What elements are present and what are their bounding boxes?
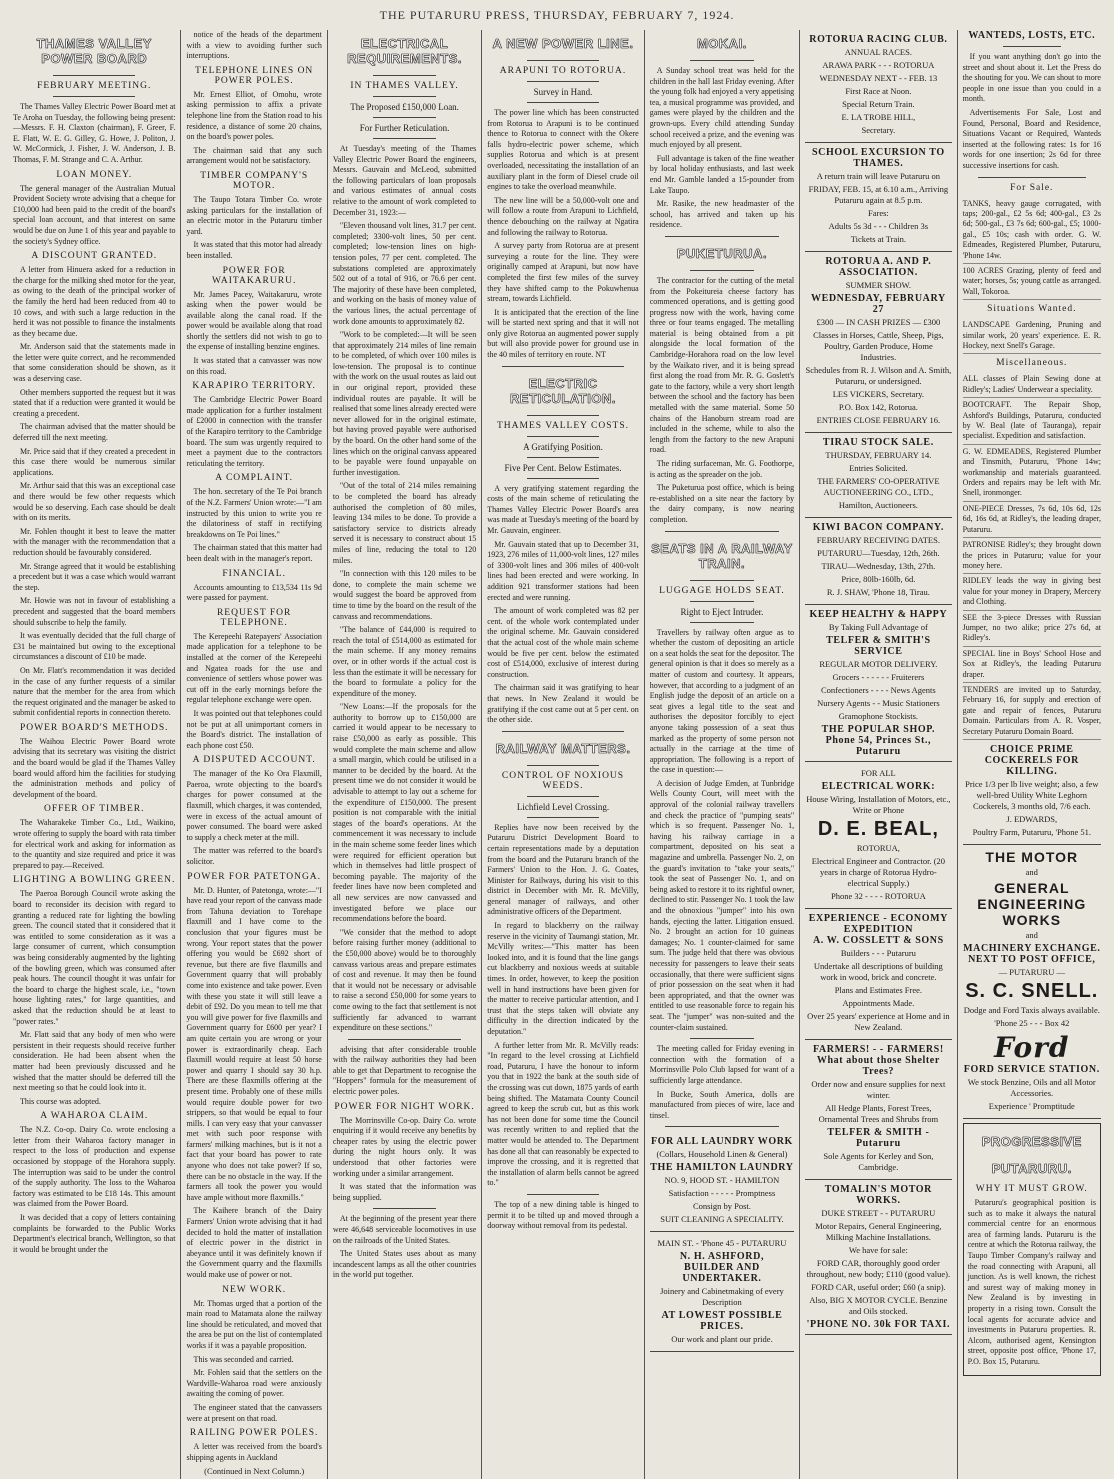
ad-shelter-trees <box>805 1040 951 1180</box>
paragraph: The new line will be a 50,000-volt one and will follow a route from Arapuni to Lichfield, thence debouching on the railway at Ngatira and following the railway to Rotorua. <box>487 195 639 237</box>
ad-line: Our work and plant our pride. <box>671 1334 773 1345</box>
paragraph: advising that after considerable trouble with the railway authorities they had been able to get that Department to recognise the "Hoppers" formula for the measurement of electric power poles. <box>332 1044 477 1097</box>
ad-rotorua-racing <box>805 30 951 143</box>
paragraph: The chairman said that any such arrangement would not be satisfactory. <box>186 145 322 166</box>
deck: For Further Reticulation. <box>359 123 450 133</box>
paragraph: It was stated that a canvasser was now on this road. <box>186 356 322 376</box>
headline: ELECTRICAL REQUIREMENTS. <box>347 36 462 66</box>
paragraph: A Sunday school treat was held for the children in the hall last Friday evening. After the young folk had enjoyed a very appetising tea, a musical programme was provided, and games were played by the children and the grown-ups. Every child attending Sunday school received a prize, and the evening was much enjoyed by all present. <box>649 66 795 150</box>
ad-line: Adults 5s 3d - - - Children 3s <box>828 221 929 231</box>
ad-line: J. EDWARDS, <box>1006 814 1058 824</box>
divider <box>502 366 623 367</box>
ad-line: MAIN ST. - 'Phone 45 - PUTARURU <box>657 1238 787 1249</box>
ad-line: E. LA TROBE HILL, <box>841 112 916 122</box>
ad-line: First Race at Noon. <box>845 86 912 96</box>
paragraph: The contractor for the cutting of the metal from the Pokeitureia cheese factory has commenced operations, and is getting good progress now with the work, having come three or four teams engaged. The metalling material is being obtained from a pit alongside the local formation of the Cambridge-Horahora road on the low level by the Waikato river, and it is being spread first along the road from Mr. R. G. Goslett's gate to the factory, while a very short length between the school and the factory has been metalled with the same material. Some 50 chains of the Hanoburn stream road are included in the scheme, while to also the length from the factory to the new Arapuni road. <box>649 275 795 455</box>
ad-title: ROTORUA A. AND P. ASSOCIATION. <box>825 256 932 278</box>
paragraph: A survey party from Rotorua are at present surveying a route for the line. They were originally camped at Arapuni, but now have completed the first few miles of the survey they have shifted camp to the Pokuwhenua stream, towards Lichfield. <box>487 241 639 304</box>
divider <box>373 75 436 76</box>
deck: The Proposed £150,000 Loan. <box>350 102 459 112</box>
paragraph: At Tuesday's meeting of the Thames Valley Electric Power Board the engineers, Messrs. Gauvain and McLeod, submitted the following particulars of loan proposals and various estimates of annual costs relative to the amount of work completed to December 31, 1923:— <box>332 144 477 217</box>
ad-line: SUMMER SHOW. <box>845 280 912 290</box>
divider <box>665 1126 779 1127</box>
divider <box>690 270 754 271</box>
ad-title: FOR ALL LAUNDRY WORK <box>650 1136 793 1148</box>
classified-item: ALL classes of Plain Sewing done at Ridley's; Ladies' Underwear a speciality. <box>963 372 1101 398</box>
ad-line: Joinery and Cabinetmaking of every Description <box>660 1286 784 1308</box>
paragraph: Replies have now been received by the Putaruru District Development Board to certain representations made by a deputation from the board and the Putaruru branch of the Farmers' Union to the Hon. J. G. Coates, Minister for Railways, during his visit to this district in December with Mr. R. McVilly, general manager of railways, and other administrative officers of the Department. <box>487 822 639 917</box>
ad-ashford <box>650 1232 794 1352</box>
ad-snell <box>963 845 1101 1119</box>
divider <box>53 96 135 97</box>
ad-line: Fares: <box>867 208 889 218</box>
classified-item: TANKS, heavy gauge corrugated, with taps; 200-gal., £2 5s 6d; 400-gal., £3 2s 6d; 500-gal., £3 7s 6d; 600-gal., £5; 1000-gal., £5 10s; cash with order. G. W. Edmeades, Registered Plumber, Putaruru, 'Phone 14w. <box>963 197 1101 264</box>
ad-line: Gramophone Stockists. <box>838 711 919 721</box>
ad-line: THE FARMERS' CO-OPERATIVE AUCTIONEERING CO., LTD., <box>817 476 940 497</box>
subheading: FINANCIAL. <box>222 568 286 579</box>
ad-line: 'Phone 25 - - - Box 42 <box>994 1018 1070 1028</box>
ad-title: TIRAU STOCK SALE. <box>822 437 934 448</box>
ad-title: TOMALIN'S MOTOR WORKS. <box>824 1184 932 1206</box>
ad-line: FRIDAY, FEB. 15, at 6.10 a.m., Arriving Putaruru again at 8.5 p.m. <box>808 184 949 205</box>
paragraph: notice of the heads of the department with a view to avoiding further such interruptions. <box>186 30 322 61</box>
ad-line: Sole Agents for Kerley and Son, Cambridge. <box>823 1151 934 1172</box>
paragraph: "Work to be completed:—It will be seen that approximately 214 miles of line remain to be completed, of which over 100 miles is low-tension. The proposal is to continue with the work on the usual routes as laid out in our original report, provided these individual routes are payable. It will be realised that some lines already erected were never allowed for in the original estimate, but having proved payable were authorised by the board. On the other hand some of the lines which on the original canvass appeared to be payable were found unpayable on further investigation. <box>332 330 477 477</box>
ad-title: FARMERS! - - FARMERS! <box>812 1044 944 1055</box>
ad-line: WEDNESDAY NEXT - - FEB. 13 <box>819 73 938 83</box>
ad-line: LES VICKERS, Secretary. <box>832 389 925 399</box>
paragraph: The Kaihere branch of the Dairy Farmers' Union wrote advising that it had decided to hold the matter of installation of electric power in the district in abeyance until it was definitely known if the Government quarry and the flaxmills would make use of power or not. <box>186 1206 322 1279</box>
headline: PUKETURUA. <box>676 245 768 261</box>
ad-line: Builders - - - Putaruru <box>840 948 916 958</box>
ad-line: Satisfaction - - - - - Promptness <box>668 1188 776 1199</box>
ad-name: S. C. SNELL. <box>965 980 1099 1002</box>
ad-title: GENERAL ENGINEERING WORKS <box>977 880 1087 928</box>
subheading: WHY IT MUST GROW. <box>975 1184 1088 1194</box>
ad-title: 'PHONE NO. 30k FOR TAXI. <box>806 1319 951 1330</box>
subheading: Miscellaneous. <box>996 358 1068 369</box>
subheading: A WAHAROA CLAIM. <box>40 1111 149 1122</box>
ad-line: FEBRUARY RECEIVING DATES. <box>816 535 940 545</box>
subheading: A COMPLAINT. <box>215 473 294 484</box>
paragraph: Mr. Fohlen said that the settlers on the Wardville-Waharoa road were anxiously awaiting the coming of power. <box>186 1368 322 1399</box>
ad-line: THURSDAY, FEBRUARY 14. <box>825 450 932 460</box>
divider <box>373 96 436 97</box>
classified-item: G. W. EDMEADES, Registered Plumber and Tinsmith, Putaruru, 'Phone 14w; workmanship and materials guaranteed. Orders and repairs may be left with Mr. Snell, ironmonger. <box>963 445 1101 502</box>
ad-telfer-smith <box>805 605 951 762</box>
paragraph: The amount of work completed was 82 per cent. of the whole work contemplated under the original scheme. Mr. Gauvain considered that the actual cost of the whole main scheme would be five per cent. below the estimated cost of £514,000, exclusive of interest during construction. <box>487 606 639 679</box>
subheading: Situations Wanted. <box>987 304 1077 315</box>
divider <box>502 731 623 732</box>
subheading: For Sale. <box>1010 182 1054 193</box>
paragraph: The Kerepeehi Ratepayers' Association made application for a telephone to be installed at the corner of the Kerepeehi and Ngatea roads for the use and convenience of settlers whose power was cut off in the early mornings before the regular telephone exchange were open. <box>186 631 322 705</box>
ad-cosslett <box>805 909 951 1040</box>
subheading: TIMBER COMPANY'S MOTOR. <box>200 170 309 191</box>
paragraph: The riding surfaceman, Mr. G. Foothorpe, is acting as the spreader on the job. <box>649 459 795 479</box>
paragraph: The matter was referred to the board's solicitor. <box>186 846 322 867</box>
ad-school-excursion <box>805 143 951 252</box>
ad-title: THE POPULAR SHOP. <box>821 724 936 735</box>
ad-line: Tickets at Train. <box>850 234 906 244</box>
paragraph: Mr. Rasike, the new headmaster of the school, has arrived and taken up his residence. <box>649 199 795 230</box>
paragraph: The manager of the Ko Ora Flaxmill, Paeroa, wrote objecting to the board's charges for power consumed at the flaxmill, which charges, it was contended, were in excess of the actual amount of power consumed. The board were asked to supply a check meter at the mill. <box>186 769 322 842</box>
ad-title: ELECTRICAL WORK: <box>821 781 936 792</box>
column-2 <box>181 30 327 1479</box>
ad-line: By Taking Full Advantage of <box>828 622 928 632</box>
subheading: ARAPUNI TO ROTORUA. <box>499 66 627 76</box>
divider <box>373 138 436 139</box>
classified-item: RIDLEY leads the way in giving best value for your money in Drapery, Mercery and Clothing. <box>963 574 1101 610</box>
divider <box>527 415 598 416</box>
ad-beal <box>805 762 951 909</box>
headline: PUTARURU. <box>991 1161 1072 1176</box>
ad-hamilton-laundry <box>650 1132 794 1232</box>
paragraph: "Out of the total of 214 miles remaining to be completed the board has already authorised the completion of 80 miles, leaving 134 miles to be done. To provide a satisfactory service to districts already served it is necessary to construct about 15 miles of line, reducing the total to 120 miles. <box>332 481 477 565</box>
deck: Five Per Cent. Below Estimates. <box>504 462 622 473</box>
headline: MOKAI. <box>696 36 747 51</box>
column-5 <box>645 30 800 1479</box>
paragraph: Mr. James Pacey, Waitakaruru, wrote asking when the power would be available along the canal road. If the power would be available along that road shortly the settlers did not wish to go to the expense of installing benzine engines. <box>186 289 322 352</box>
paragraph: The chairman stated that this matter had been dealt with in the manager's report. <box>186 543 322 563</box>
paragraph: The Puketurua post office, which is being re-established on a site near the factory by the dairy company, is now nearing completion. <box>649 483 795 524</box>
ad-line: Grocers - - - - - - Fruiterers <box>832 672 925 682</box>
subheading: REQUEST FOR TELEPHONE. <box>216 607 292 628</box>
subheading: A DISPUTED ACCOUNT. <box>192 755 316 766</box>
paragraph: "In connection with this 120 miles to be done, to complete the main scheme we would suggest the board be approved from time to time by the board on the result of the canvass and recommendations. <box>332 569 477 621</box>
ad-title: What about those Shelter Trees? <box>816 1055 940 1077</box>
paragraph: It was stated that the information was being supplied. <box>332 1182 477 1202</box>
ad-line: Price, 80lb-160lb, 6d. <box>841 574 916 584</box>
ad-line: We have for sale: <box>848 1245 908 1255</box>
divider <box>690 601 754 602</box>
divider <box>348 1039 461 1040</box>
paragraph: "The balance of £44,000 is required to reach the total of £514,000 as estimated for the main scheme. If any money remains over, or in other words if the actual cost is less than the estimate it will be necessary for the board to formulate a policy for the expenditure of the money. <box>332 625 477 698</box>
divider <box>527 796 598 797</box>
divider <box>373 1208 436 1209</box>
ad-title: CHOICE PRIME COCKERELS FOR KILLING. <box>984 744 1079 777</box>
divider <box>527 60 598 61</box>
ad-line: R. J. SHAW, 'Phone 18, Tirau. <box>826 587 930 597</box>
divider <box>665 531 779 532</box>
paragraph: A letter from Hinuera asked for a reduction in the charge for the milking shed motor for the year, as owing to the death of the principal worker of the family the herd had been reduced from 40 to 10 cows, and with such a large reduction in the herd it was not possible to finance the instalments as they became due. <box>13 265 176 338</box>
paragraph: Putaruru's geographical position is such as to make it always the natural commercial centre for an enormous area of farming lands. Putaruru is the centre at which the Rotorua railway, the Taupo Timber Company's railway and the road connecting with Arapuni, all junction. As is well known, the richest and surest way of making money in New Zealand is by investing in property in a rising town. Consult the local agents for accurate advice and investments in Putaruru properties. R. Alcorn, authorised agent, Kensington street, opposite post office, 'Phone 17, P.O. Box 15, Putaruru. <box>967 1198 1096 1366</box>
paragraph: The hon. secretary of the Te Poi branch of the N.Z. Farmers' Union wrote:—"I am instructed by this union to write you re the dilatoriness of staff in rectifying breakdowns on Te Poi lines." <box>186 487 322 539</box>
divider <box>527 765 598 766</box>
paragraph: The Waihou Electric Power Board wrote advising that its secretary was visiting the district and the board would be glad if the Thames Valley board would afford him the facilities for studying the administration methods and policy of development of the board. <box>13 736 176 799</box>
ad-line: Over 25 years' experience at Home and in New Zealand. <box>807 1011 950 1032</box>
paragraph: It is anticipated that the erection of the line will be started next spring and that it will not only give Rotorua an augmented power supply but will also provide power for ground use in the 40 miles of territory en route. NT <box>487 307 639 360</box>
ad-line: A return train will leave Putaruru on <box>816 171 940 181</box>
ad-kiwi-bacon <box>805 518 951 605</box>
ad-line: Motor Repairs, General Engineering, Milking Machine Installations. <box>815 1221 942 1242</box>
ad-title: WANTEDS, LOSTS, ETC. <box>968 30 1096 41</box>
paragraph: A decision of Judge Emden, at Tunbridge Wells County Court, will meet with the approval of the colonial railway travellers and check the practice of "pumping seats" which is so frequent. Passenger No. 1, having his railway carriage in a compartment, deposited on his seat a magazine and umbrella. Passenger No. 2, on the guard's invitation to "take your seats," took the seat of Passenger No. 1, and on being asked to restore it to its rightful owner, declined to stir. Passenger No. 1 took the law and the obnoxious "jumper" into his own hands, ejecting the latter. Litigation ensued. No. 2 brought an action for 10 guineas damages; No. 1 counter-claimed for same sum. The judge held that there was obvious necessity for passengers to leave their seats occasionally, that there were sufficient signs of prior possession on the seat when it had been appropriated, and that the owner was entitled to use reasonable force to regain his seat. The "jumper" was non-suited and the counter-claim sustained. <box>649 778 795 1032</box>
classified-item: SPECIAL line in Boys' School Hose and Sox at Ridley's, the leading Putaruru draper. <box>963 647 1101 683</box>
ad-line: SUIT CLEANING A SPECIALITY. <box>660 1214 784 1225</box>
ad-title: KIWI BACON COMPANY. <box>812 522 944 533</box>
paragraph: In regard to blackberry on the railway reserve in the vicinity of Taumangi station, Mr. McVilly writes:—"This matter has been looked into, and it is found that the line gangs cut blackberry and noxious weeds at suitable times. In order, however, to keep the position well in hand instructions have been given for the matter to receive particular attention, and I trust that the steps taken will obviate any difficulty in the direction indicated by the deputation." <box>487 921 639 1036</box>
divider <box>690 60 754 61</box>
paragraph: The Waharakeke Timber Co., Ltd., Waikino, wrote offering to supply the board with rata timber for electrical work and asking for information as to the quantity and size required and price it was prepared to pay.—Received. <box>13 818 176 870</box>
column-1 <box>8 30 181 1479</box>
classified-item: 100 ACRES Grazing, plenty of feed and water; horses, 5s; young cattle as arranged. Wall, Tokoroa. <box>963 264 1101 300</box>
ad-line: DUKE STREET - - PUTARURU <box>821 1208 936 1218</box>
ad-line: (Collars, Household Linen & General) <box>656 1149 788 1160</box>
classified-item: LANDSCAPE Gardening, Pruning and similar work, 20 years' experience. E. R. Hockey, next Snell's Garage. <box>963 318 1101 354</box>
ad-line: Electrical Engineer and Contractor. (20 years in charge of Rotorua Hydro-electrical Supply.) <box>811 856 946 888</box>
ad-line: Also, BIG X MOTOR CYCLE. Benzine and Oils stocked. <box>809 1295 948 1316</box>
subheading: CONTROL OF NOXIOUS WEEDS. <box>501 770 625 791</box>
ad-line: Undertake all descriptions of building work in wood, brick and concrete. <box>813 961 943 982</box>
ford-logo: Ford <box>994 1031 1070 1064</box>
paragraph: Mr. Thomas urged that a portion of the main road to Matamata alone the railway line should be reticulated, and moved that the area be put on the list of contemplated works if it was a payable proposition. <box>186 1298 322 1350</box>
deck: A Gratifying Position. <box>523 441 603 452</box>
paragraph: Mr. Howie was not in favour of establishing a precedent and suggested that the board members should subscribe to help the family. <box>13 596 176 627</box>
ad-line: ANNUAL RACES. <box>844 47 912 57</box>
ad-title: WEDNESDAY, FEBRUARY 27 <box>810 293 946 315</box>
subheading: KARAPIRO TERRITORY. <box>192 381 316 392</box>
paragraph: This course was adopted. <box>20 1096 101 1106</box>
divider <box>527 1194 598 1195</box>
paragraph: "Eleven thousand volt lines, 31.7 per cent. completed; 3300-volt lines, 50 per cent. completed; low-tension lines on high-tension poles, 77 per cent. completed. The substations completed are approximately 502 out of a total of 916, or 76.6 per cent. The majority of these have been completed, and working on the basis of money value of the various lines, the actual percentage of work done amounts to approximately 82. <box>332 221 477 326</box>
ad-line: ROTORUA, <box>856 843 900 853</box>
ad-title: THE MOTOR <box>985 849 1079 865</box>
divider <box>690 622 754 623</box>
subheading: LIGHTING A BOWLING GREEN. <box>13 875 176 886</box>
divider <box>527 457 598 458</box>
ad-progressive-putaruru <box>963 1123 1101 1376</box>
paragraph: It was eventually decided that the full charge of £31 be maintained but owing to the exceptional circumstances a discount of £10 be made. <box>13 631 176 662</box>
column-3 <box>328 30 482 1479</box>
ad-title: A. W. COSSLETT & SONS <box>812 935 944 946</box>
paragraph: At the beginning of the present year there were 46,648 serviceable locomotives in use on the railroads of the United States. <box>332 1214 477 1245</box>
ad-title: EXPEDITION <box>843 924 914 935</box>
classified-item: BOOTCRAFT. The Repair Shop, Ashford's Buildings, Putaruru, conducted by W. Beal (late of Tauranga), repair specialist. Expedition and satisfaction. <box>963 398 1101 445</box>
paragraph: Mr. Flatt said that any body of men who were persistent in their requests should receive further consideration. He had been absent when the matter had been previously discussed and he wished that the matter should be deferred till the next meeting so that he could look into it. <box>13 1030 176 1093</box>
paragraph: Travellers by railway often argue as to whether the custom of depositing an article on a seat holds the seat for the depositor. The general opinion is that it does so merely as a matter of custom and courtesy. It appears, however, that according to a judgment of an English judge the deposit of an article on a seat gives a legal title to the seat and authorises the depositor forcibly to eject anyone taking possession of a seat thus marked as the property of some person not actually in the carriage at the time of appropriation. The following is a report of the case in question:— <box>649 627 795 775</box>
paragraph: On Mr. Flatt's recommendation it was decided in the case of any further requests of a similar nature that the member for the area from which the request originated and the manager be asked to submit confidential reports in connection thereto. <box>13 665 176 718</box>
ad-line: NO. 9, HOOD ST. - HAMILTON <box>664 1175 780 1186</box>
paragraph: In Bucke, South America, dolls are manufactured from pieces of wire, lace and tinsel. <box>649 1089 795 1120</box>
ad-title: ROTORUA RACING CLUB. <box>809 34 948 45</box>
paragraph: Mr. Ernest Elliot, of Omohu, wrote asking permission to affix a private telephone line from the Station road to his residence, a distance of some 20 chains, on the board's power poles. <box>186 89 322 142</box>
subheading: RAILING POWER POLES. <box>189 1428 319 1439</box>
column-4 <box>482 30 644 1479</box>
ad-title: TELFER & SMITH'S SERVICE <box>826 635 931 657</box>
deck: Right to Eject Intruder. <box>680 606 764 617</box>
paragraph: The Morrinsville Co-op. Dairy Co. wrote enquiring if it would receive any benefits by cheaper rates by using the electric power during the night hours only. It was understood that other factories were working under a similar arrangement. <box>332 1115 477 1178</box>
ad-line: All Hedge Plants, Forest Trees, Ornamental Trees and Shrubs from <box>818 1103 939 1124</box>
ad-line: TIRAU—Wednesday, 13th, 27th. <box>821 561 936 571</box>
paragraph: Mr. D. Hunter, of Patetonga, wrote:—"I have read your report of the canvass made from Tahuna deviation to Torehape flaxmill and I have come to the conclusion that your figures must be wrong. Your report states that the power offering you would be £692 short of revenue, but there are five flaxmills and Government quarry that will probably come into existence and take power. Even with these you state it will still leave a debit of £92. Do you mean to tell me that you will give power for five flaxmills and Government quarry for £600 per year? I am quite certain you are wrong or your power is extraordinarily cheap. Each flaxmill would require at least 50 horse power and quarry I should say 30 h.p. There are these flaxmills offering at the present time. Probably one of these mills would require double power for two strippers, so that would be equal to four mills. I can very easy that your canvasser met with such poor response with farmers' milking machines, but is it not a fact that your board has power to rate anyone who does not take power? If so, there can be no obstacle in the way. If the farmers all took the power you would have ample without more flaxmills." <box>186 885 322 1202</box>
classified-item: SEE the 3-piece Dresses with Russian Jumper, no two alike; price 27s 6d, at Ridley's. <box>963 611 1101 647</box>
paragraph: Mr. Strange agreed that it would be establishing a precedent but it was a case which would warrant the step. <box>13 561 176 592</box>
headline: SEATS IN A RAILWAY TRAIN. <box>651 540 793 571</box>
divider <box>527 436 598 437</box>
paragraph: The chairman said it was gratifying to hear that news. In New Zealand it would be gratifying if the cost came out at 5 per cent. on the other side. <box>487 683 639 725</box>
subheading: POWER FOR PATETONGA. <box>187 871 322 882</box>
ad-line: FORD CAR, thoroughly good order throughout, new body; £110 (good value). <box>806 1258 951 1279</box>
classified-item: PATRONISE Ridley's; they brought down the prices in Putaruru; value for your money here. <box>963 538 1101 574</box>
ad-line: £300 — IN CASH PRIZES — £300 <box>816 317 941 327</box>
ad-line: P.O. Box 142, Rotorua. <box>838 402 918 412</box>
headline: RAILWAY MATTERS. <box>495 740 631 756</box>
ad-line: FORD CAR, useful order; £60 (a snip). <box>811 1282 946 1292</box>
paragraph: Mr. Arthur said that this was an exceptional case and there would be few other requests which would be so deserving. Each case should be dealt with on its merits. <box>13 481 176 523</box>
subheading: FEBRUARY MEETING. <box>37 81 152 91</box>
ad-line: FOR ALL <box>861 768 896 778</box>
paragraph: Mr. Anderson said that the statements made in the letter were quite correct, and he recommended that some consideration should be shown, as it was a deserving case. <box>13 342 176 384</box>
paragraph: A letter was received from the board's shipping agents in Auckland <box>186 1442 322 1462</box>
paragraph: Accounts amounting to £13,534 11s 9d were passed for payment. <box>186 582 322 603</box>
classified-item: ONE-PIECE Dresses, 7s 6d, 10s 6d, 12s 6d, 16s 6d, at Ridley's, the leading draper, Putaruru. <box>963 502 1101 538</box>
paragraph: Advertisements For Sale, Lost and Found, Personal, Board and Residence, Situations Vacant or Required, Wanteds inserted at the following rates: 1s for 16 words for one insertion; 2s 6d for three successive insertions for cash. <box>962 107 1101 170</box>
ad-line: Experience ' Promptitude <box>988 1101 1075 1111</box>
ad-line: REGULAR MOTOR DELIVERY. <box>819 659 938 669</box>
deck: Survey in Hand. <box>533 87 593 97</box>
paragraph: Full advantage is taken of the fine weather by local holiday enthusiasts, and last week end Mr. Gamble landed a 15-pounder from Lake Taupo. <box>649 153 795 195</box>
ad-line: Entries Solicited. <box>849 463 908 473</box>
ad-line: Special Return Train. <box>842 99 915 109</box>
ad-line: Schedules from R. J. Wilson and A. Smith, Putaruru, or undersigned. <box>805 365 952 386</box>
ad-line: Appointments Made. <box>842 998 915 1008</box>
ad-tomalin <box>805 1180 951 1335</box>
deck: Lichfield Level Crossing. <box>516 801 610 812</box>
subheading: POWER FOR NIGHT WORK. <box>334 1101 475 1112</box>
ad-line: — PUTARURU — <box>998 967 1065 977</box>
paragraph: If you want anything don't go into the street and shout about it. Let the Press do the shouting for you. We can shout to more people in one issue than you could in a month. <box>962 52 1101 104</box>
headline: A NEW POWER LINE. <box>492 36 634 51</box>
paragraph: The chairman advised that the matter should be deferred till the next meeting. <box>13 422 176 443</box>
paragraph: A further letter from Mr. R. McVilly reads: "In regard to the level crossing at Lichfield road, Putaruru, I have the honour to inform you that in 1922 the bank at the south side of the crossing was cut down, 1875 yards of earth being shifted. The Matamata County Council agreed to keep the scrub cut, but as this work has not been done for some time the Council was recently written to and replied that the matter would be attended to. The Department has done all that can reasonably be expected to improve the crossing, and it is regretted that the installation of alarm bells cannot be agreed to." <box>487 1040 639 1188</box>
paragraph: The top of a new dining table is hinged to permit it to be tilted up and moved through a doorway without removal from its pedestal. <box>487 1199 639 1231</box>
subheading: THAMES VALLEY COSTS. <box>497 420 629 431</box>
paragraph: Other members supported the request but it was stated that if a reduction were granted it would be creating a precedent. <box>13 387 176 418</box>
ad-line: We stock Benzine, Oils and all Motor Accessories. <box>967 1077 1096 1098</box>
divider <box>373 117 436 118</box>
paragraph: Mr. Price said that if they created a precedent in this case there would be numerous similar applications. <box>13 446 176 477</box>
headline: THAMES VALLEY POWER BOARD <box>36 36 152 66</box>
paragraph: The N.Z. Co-op. Dairy Co. wrote enclosing a letter from their Waharoa factory manager in respect to the loss of production and expense occasioned by stoppage of the Horahora supply. The interruption was said to be under the control of the supply authority. The loss to the Waharoa factory was estimated to be £18 14s. This amount was claimed from the Power Board. <box>13 1125 176 1209</box>
ad-line: ARAWA PARK - - - ROTORUA <box>822 60 935 70</box>
paragraph: A very gratifying statement regarding the costs of the main scheme of reticulating the Thames Valley Electric Power Board's area was made at Tuesday's meeting of the board by Mr. Gauvain, engineer. <box>487 483 639 536</box>
subheading: IN THAMES VALLEY. <box>350 81 459 91</box>
ad-line: Poultry Farm, Putaruru, 'Phone 51. <box>972 827 1091 837</box>
subheading: POWER BOARD'S METHODS. <box>19 722 169 733</box>
ad-cockerels <box>963 740 1101 845</box>
ad-line: Dodge and Ford Taxis always available. <box>963 1005 1100 1015</box>
paragraph: The Cambridge Electric Power Board made application for a further instalment of £2000 in connection with the transfer of the Karapiro territory to the Cambridge board. The sum was urgently required to meet a payment due to the contractors reticulating the territory. <box>186 395 322 468</box>
ad-line: Classes in Horses, Cattle, Sheep, Pigs, Poultry, Garden Produce, Home Industries. <box>813 330 944 362</box>
ad-title: FORD SERVICE STATION. <box>963 1064 1100 1075</box>
divider <box>978 177 1086 178</box>
divider <box>690 580 754 581</box>
ad-rotorua-show <box>805 252 951 433</box>
ad-line: and <box>1025 930 1038 940</box>
ad-line: Hamilton, Auctioneers. <box>838 500 918 510</box>
continued-note: (Continued in Next Column.) <box>204 1466 305 1477</box>
ad-title: EXPERIENCE - ECONOMY <box>808 913 948 924</box>
paragraph: The United States uses about as many incandescent lamps as all the other countries in the world put together. <box>332 1249 477 1280</box>
divider <box>665 236 779 237</box>
classified-item: TENDERS are invited up to Saturday, February 16, for supply and erection of gate and repair of fences, Putaruru Domain. Particulars from A. R. Vosper, Secretary Putaruru Domain Board. <box>963 683 1101 740</box>
ad-line: Secretary. <box>861 125 896 135</box>
divider <box>1003 46 1061 47</box>
columns <box>8 30 1106 1477</box>
ad-line: Nursery Agents - - Music Stationers <box>817 698 940 708</box>
divider <box>527 817 598 818</box>
divider <box>690 1038 754 1039</box>
ad-title: THE HAMILTON LAUNDRY <box>650 1162 794 1174</box>
subheading: A DISCOUNT GRANTED. <box>31 251 158 262</box>
ad-title: BUILDER AND UNDERTAKER. <box>682 1262 762 1285</box>
ad-line: Order now and ensure supplies for next winter. <box>811 1079 946 1100</box>
ad-tirau-sale <box>805 433 951 518</box>
ad-title: KEEP HEALTHY & HAPPY <box>809 609 948 620</box>
divider <box>527 478 598 479</box>
paragraph: The general manager of the Australian Mutual Provident Society wrote advising that a cheque for £10,000 had been paid to the credit of the board's special loan account, and that interest on same would be due on June 1 of this year and payable to the society's Sydney office. <box>13 183 176 246</box>
divider <box>527 102 598 103</box>
paragraph: The Paeroa Borough Council wrote asking the board to reconsider its decision with regard to granting a reduced rate for lighting the bowling green. The council stated that it considered that it was entitled to some consideration as it was a large consumer of current, which consumption was being considerably augmented by the lighting of the bowling green, which was consumed after peak hours. The council thought it was unfair for the board to charge the highest scale, i.e., "town house lighting rates," for large quantities, and asked that the reduction should be at least to "power rates." <box>13 889 176 1026</box>
divider <box>53 75 135 76</box>
column-6 <box>800 30 957 1479</box>
subheading: OFFER OF TIMBER. <box>43 804 145 815</box>
subheading: NEW WORK. <box>222 1284 287 1295</box>
ad-name: D. E. BEAL, <box>817 818 939 840</box>
paragraph: The Taupo Totara Timber Co. wrote asking particulars for the installation of an electric motor in the Putaruru timber yard. <box>186 194 322 236</box>
paragraph: Mr. Gauvain stated that up to December 31, 1923, 276 miles of 11,000-volt lines, 127 miles of 3300-volt lines and 306 miles of 400-volt lines had been erected and were working. In addition 921 transformer stations had been erected and were running. <box>487 539 639 602</box>
ad-line: Confectioners - - - - News Agents <box>821 685 936 695</box>
ad-line: and <box>1025 867 1038 877</box>
subheading: LOAN MONEY. <box>56 169 133 180</box>
ad-line: PUTARURU—Tuesday, 12th, 26th. <box>817 548 940 558</box>
subheading: LUGGAGE HOLDS SEAT. <box>659 585 785 596</box>
ad-line: Plans and Estimates Free. <box>834 985 923 995</box>
subheading: TELEPHONE LINES ON POWER POLES. <box>195 65 314 86</box>
headline: ELECTRIC RETICULATION. <box>510 375 616 406</box>
divider <box>527 81 598 82</box>
ad-title: TELFER & SMITH - Putaruru <box>827 1127 930 1149</box>
ad-line: Phone 32 - - - - ROTORUA <box>830 891 926 901</box>
headline: PROGRESSIVE <box>981 1134 1082 1149</box>
ad-title: N. H. ASHFORD, <box>679 1251 765 1263</box>
ad-title: SCHOOL EXCURSION TO THAMES. <box>812 147 945 169</box>
paragraph: It was decided that a copy of letters containing complaints be forwarded to the Public Works Department's electrical branch, Wellington, so that it would be brought under the <box>13 1213 176 1254</box>
paragraph: The engineer stated that the canvassers were at present on that road. <box>186 1402 322 1423</box>
paragraph: Mr. Fohlen thought it best to leave the matter with the manager with the recommendation that a reduction should be favourably considered. <box>13 526 176 557</box>
ad-line: House Wiring, Installation of Motors, etc., Write or Phone <box>806 794 951 815</box>
subheading: POWER FOR WAITAKARURU. <box>211 265 297 286</box>
paragraph: It was pointed out that telephones could not be put at all unimportant corners in the Board's district. The installation of each phone cost £50. <box>186 708 322 750</box>
paragraph: It was stated that this motor had already been installed. <box>186 240 322 260</box>
ad-title: MACHINERY EXCHANGE. NEXT TO POST OFFICE, <box>963 943 1101 965</box>
paragraph: The power line which has been constructed from Rotorua to Arapuni is to be continued thence to Rotorua to connect with the Okere falls hydro-electric power scheme, which supplies Rotorua and which is at present overloaded, necessitating the installation of an auxiliary plant in the form of Diesel crude oil engines to take the overload meanwhile. <box>487 108 639 192</box>
paragraph: This was seconded and carried. <box>193 1354 294 1364</box>
ad-line: Price 1/3 per lb live weight; also, a few well-bred Utility White Leghorn Cockerels, 3 months old, 7/6 each. <box>965 779 1099 811</box>
ad-title: AT LOWEST POSSIBLE PRICES. <box>661 1310 783 1333</box>
masthead: THE PUTARURU PRESS, THURSDAY, FEBRUARY 7, 1924. <box>379 7 735 22</box>
ad-title: Phone 54, Princes St., Putaruru <box>825 735 932 757</box>
column-7 <box>958 30 1106 1479</box>
paragraph: The meeting called for Friday evening in connection with the formation of a Morrinsville Polo Club lapsed for want of a sufficiently large attendance. <box>649 1044 795 1085</box>
paragraph: "New Loans:—If the proposals for the authority to borrow up to £150,000 are carried it would appear to be necessary to raise £50,000 as early as possible. This would complete the main scheme and allow a small margin, which could be utilised in a manner to be decided by the board. At the present time we do not consider it would be advisable to attempt to lay out a scheme for the expenditure of £150,000. The present position is not comparable with the initial stages of the board's operations. At the commencement it was necessary to include in the main scheme some feeder lines which were required for efficient operation but which in themselves had little prospect of becoming payable. The majority of the feeder lines have now been completed and all new services are now canvassed and investigated before we place our recommendations before the board. <box>332 702 477 924</box>
ad-line: Consign by Post. <box>693 1201 751 1212</box>
paragraph: "We consider that the method to adopt before raising further money (additional to the £50,000 above) would be to thoroughly canvass various areas and prepare estimates of cost and revenue. It may then be found that it would not be necessary or advisable to raise a second £50,000 for some years to come owing to the fact that settlement is not sufficiently far advanced to warrant expenditure on these sections." <box>332 927 477 1033</box>
paragraph: The Thames Valley Electric Power Board met at Te Aroha on Tuesday, the following being present:—Messrs. F. H. Claxton (chairman), F. Greer, F. E. Flatt, W. E. G. Gilley, G. Howe, J. Politon, J. W. McCormick, J. Fisher, J. W. Anderson, J. B. Thomas, F. M. Strange and C. A. Arthur. <box>13 102 176 164</box>
ad-line: ENTRIES CLOSE FEBRUARY 16. <box>816 415 941 425</box>
